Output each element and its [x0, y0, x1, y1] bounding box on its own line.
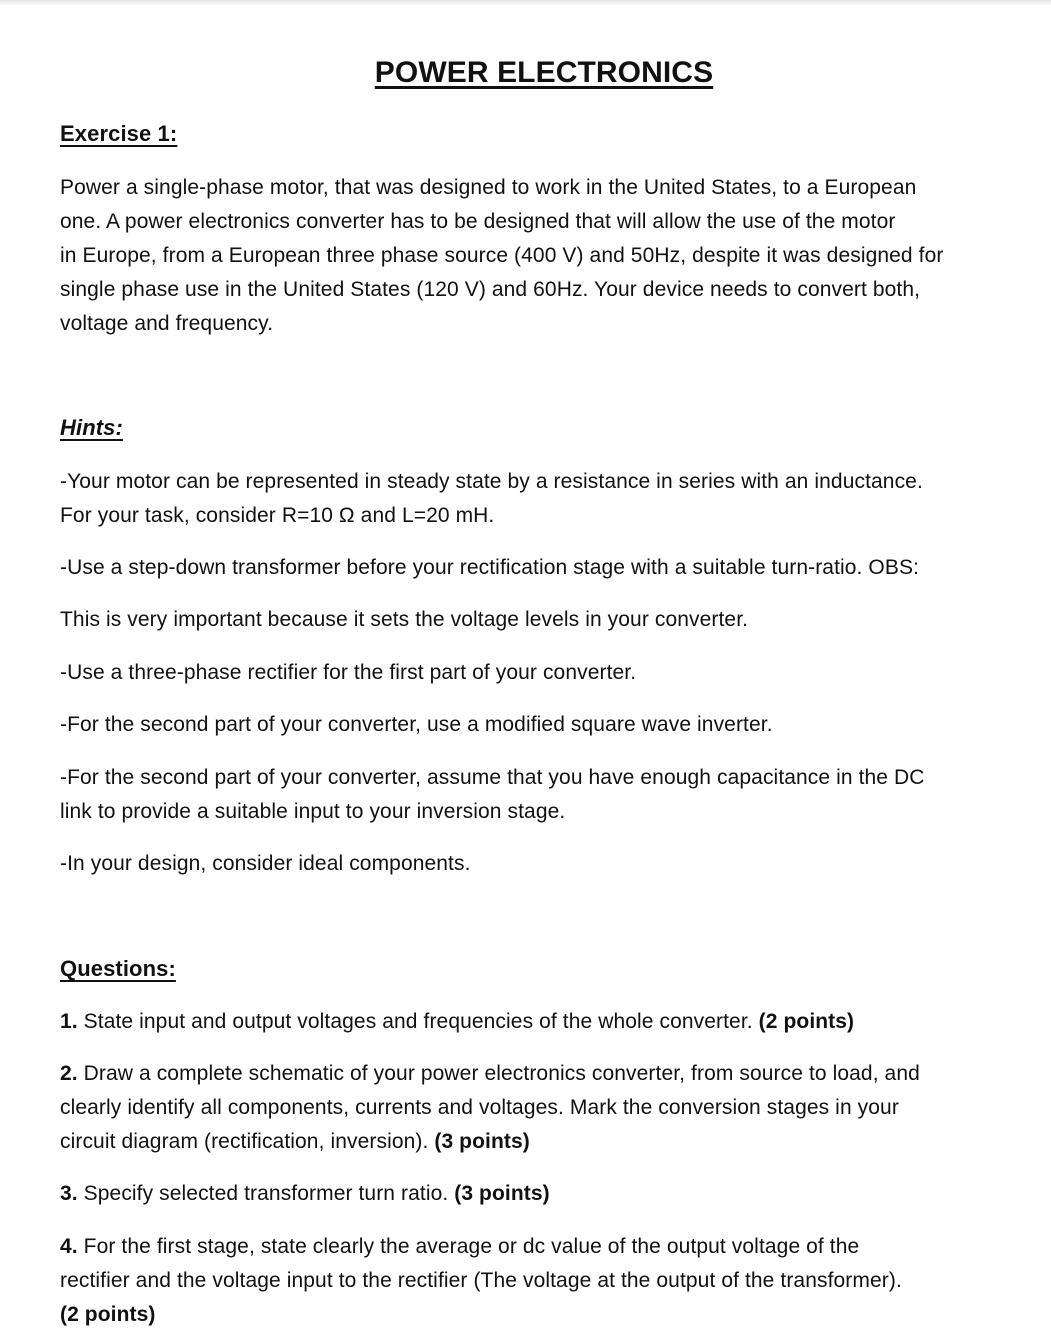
question-number: 3. [60, 1182, 78, 1205]
question-points: (2 points) [758, 1010, 855, 1033]
exercise-heading: Exercise 1: [60, 121, 178, 146]
exercise-line: voltage and frequency. [60, 312, 274, 335]
hint-line: -Use a step-down transformer before your rectification stage with a suitable turn-ratio. OBS: [60, 556, 920, 579]
question-line: Specify selected transformer turn ratio. [83, 1182, 449, 1205]
question-line: rectifier and the voltage input to the rectifier (The voltage at the output of the transformer). [60, 1269, 902, 1292]
hint-item [60, 603, 1035, 637]
hint-line: link to provide a suitable input to your inversion stage. [60, 800, 566, 823]
questions-heading: Questions: [60, 956, 176, 981]
hint-item [60, 761, 1035, 829]
hint-line: -Your motor can be represented in steady state by a resistance in series with an inductance. [60, 470, 923, 493]
question-item [60, 1177, 1035, 1211]
question-line: For the first stage, state clearly the average or dc value of the output voltage of the [83, 1235, 860, 1258]
question-points: (3 points) [454, 1182, 550, 1205]
question-line: State input and output voltages and frequencies of the whole converter. [83, 1010, 753, 1033]
question-points: (2 points) [60, 1303, 156, 1326]
question-line: Draw a complete schematic of your power electronics converter, from source to load, and [83, 1062, 920, 1085]
hint-item [60, 551, 1035, 585]
hint-line: This is very important because it sets the voltage levels in your converter. [60, 608, 749, 631]
exercise-line: Power a single-phase motor, that was designed to work in the United States, to a European [60, 176, 917, 199]
hint-item [60, 708, 1035, 742]
hint-item [60, 465, 1035, 533]
exercise-line: single phase use in the United States (120 V) and 60Hz. Your device needs to convert both, [60, 278, 921, 301]
hint-item [60, 656, 1035, 690]
question-number: 2. [60, 1062, 78, 1085]
hints-heading: Hints: [60, 415, 123, 440]
exercise-line: in Europe, from a European three phase source (400 V) and 50Hz, despite it was designed for [60, 244, 944, 267]
hint-line: For your task, consider R=10 Ω and L=20 mH. [60, 504, 495, 527]
document-title: POWER ELECTRONICS [374, 56, 714, 89]
hint-item [60, 847, 1035, 881]
hint-line: -For the second part of your converter, assume that you have enough capacitance in the DC [60, 766, 925, 789]
question-number: 1. [60, 1010, 78, 1033]
question-line: clearly identify all components, currents and voltages. Mark the conversion stages in your [60, 1096, 899, 1119]
hint-line: -Use a three-phase rectifier for the first part of your converter. [60, 661, 637, 684]
hint-line: -In your design, consider ideal components. [60, 852, 471, 875]
hint-line: -For the second part of your converter, use a modified square wave inverter. [60, 713, 773, 736]
question-points: (3 points) [434, 1130, 530, 1153]
question-line: circuit diagram (rectification, inversion). [60, 1130, 429, 1153]
exercise-line: one. A power electronics converter has to be designed that will allow the use of the motor [60, 210, 896, 233]
question-item [60, 1230, 1035, 1332]
page-top-shadow [0, 0, 1051, 6]
question-number: 4. [60, 1235, 78, 1258]
exercise-paragraph [60, 171, 1035, 341]
question-item [60, 1005, 1035, 1039]
question-item [60, 1057, 1035, 1159]
